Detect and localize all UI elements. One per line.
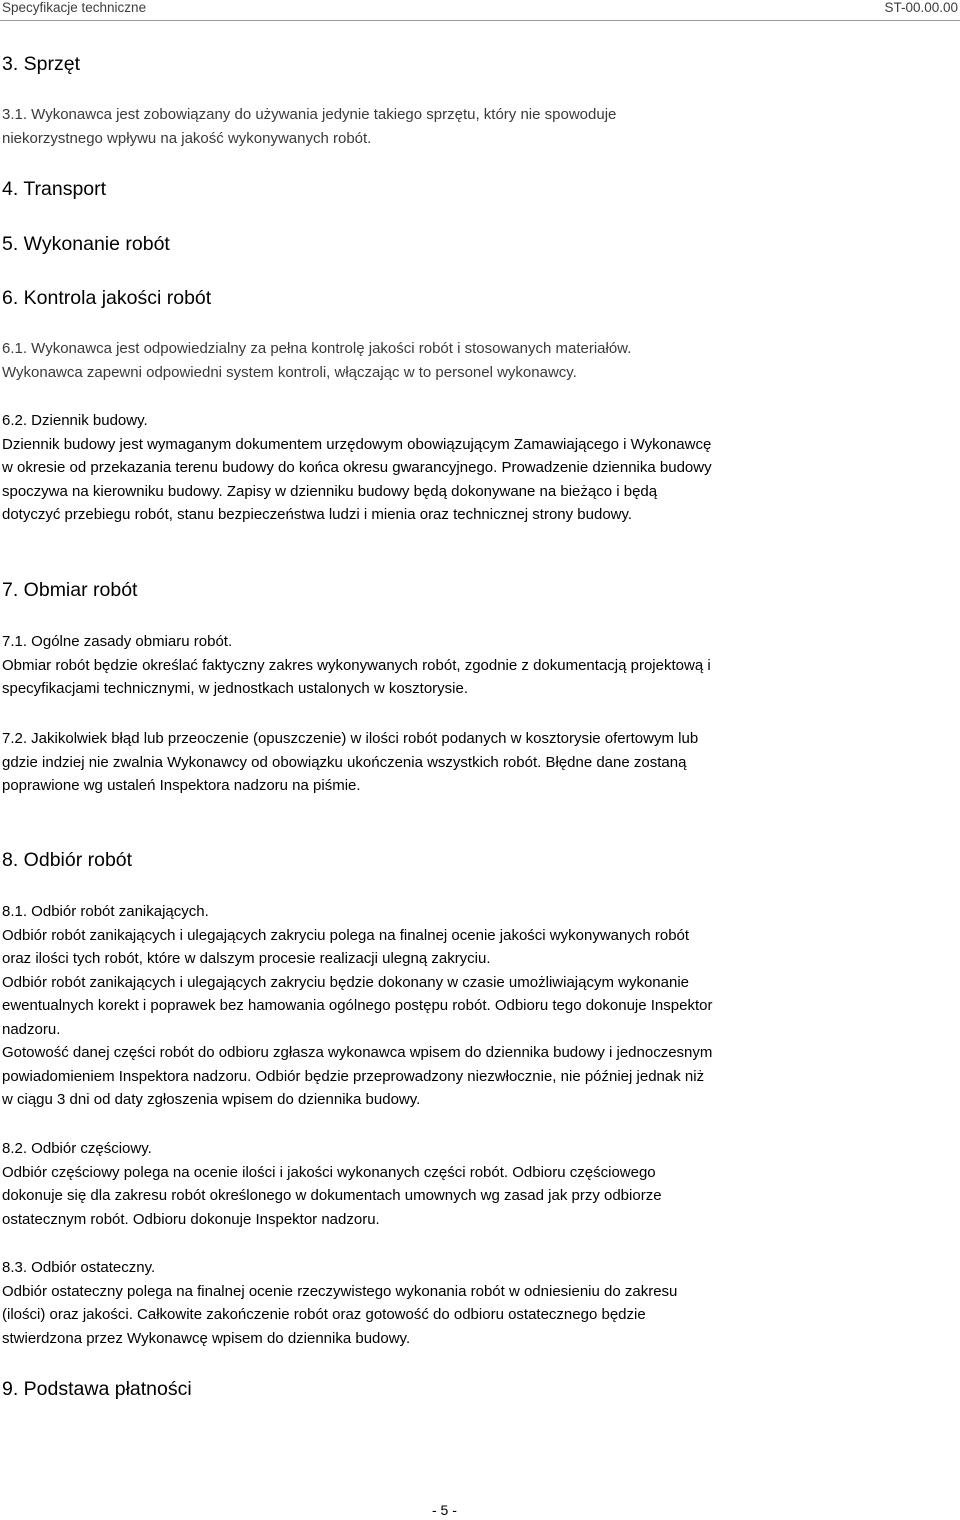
paragraph-7-2 — [2, 727, 698, 798]
paragraph-line: 8.1. Odbiór robót zanikających. — [2, 903, 209, 920]
paragraph-line: poprawione wg ustaleń Inspektora nadzoru na piśmie. — [2, 777, 361, 794]
paragraph-line: spoczywa na kierowniku budowy. Zapisy w dzienniku budowy będą dokonywane na bieżąco i będą — [2, 482, 658, 500]
section-heading-8: 8. Odbiór robót — [2, 849, 133, 871]
section-heading-6: 6. Kontrola jakości robót — [2, 287, 212, 309]
paragraph-line: stwierdzona przez Wykonawcę wpisem do dziennika budowy. — [2, 1329, 411, 1347]
paragraph-line: Odbiór robót zanikających i ulegających zakryciu polega na finalnej ocenie jakości wykonywanych robót — [2, 926, 690, 944]
paragraph-line: specyfikacjami technicznymi, w jednostkach ustalonych w kosztorysie. — [2, 680, 469, 697]
paragraph-6-1 — [2, 337, 631, 384]
paragraph-7-1 — [2, 630, 711, 701]
paragraph-line: dokonuje się dla zakresu robót określonego w dokumentach umownych wg zasad jak przy odbiorze — [2, 1187, 662, 1204]
section-heading-3: 3. Sprzęt — [2, 53, 81, 75]
section-heading-7: 7. Obmiar robót — [2, 579, 138, 601]
paragraph-line: Dziennik budowy jest wymaganym dokumentem urzędowym obowiązującym Zamawiającego i Wykonawcę — [2, 435, 712, 453]
section-heading-4: 4. Transport — [2, 178, 107, 200]
document-header-code: ST-00.00.00 — [884, 0, 958, 15]
paragraph-line: w ciągu 3 dni od daty zgłoszenia wpisem do dziennika budowy. — [2, 1091, 421, 1108]
paragraph-line: 7.2. Jakikolwiek błąd lub przeoczenie (opuszczenie) w ilości robót podanych w kosztorysie ofertowym lub — [2, 730, 699, 747]
paragraph-line: 6.1. Wykonawca jest odpowiedzialny za pełna kontrolę jakości robót i stosowanych materiałów. — [2, 340, 632, 357]
header-divider — [0, 20, 960, 21]
paragraph-line: Odbiór częściowy polega na ocenie ilości i jakości wykonanych części robót. Odbioru częściowego — [2, 1163, 656, 1181]
paragraph-8-3 — [2, 1256, 677, 1350]
section-heading-9: 9. Podstawa płatności — [2, 1378, 192, 1400]
section-heading-5: 5. Wykonanie robót — [2, 233, 170, 255]
paragraph-line: (ilości) oraz jakości. Całkowite zakończenie robót oraz gotowość do odbioru ostatecznego będzie — [2, 1306, 646, 1323]
paragraph-line: w okresie od przekazania terenu budowy do końca okresu gwarancyjnego. Prowadzenie dziennika budowy — [2, 459, 712, 476]
paragraph-line: 6.2. Dziennik budowy. — [2, 412, 148, 429]
paragraph-line: Obmiar robót będzie określać faktyczny zakres wykonywanych robót, zgodnie z dokumentacją projektową i — [2, 656, 711, 674]
paragraph-line: ewentualnych korekt i poprawek bez hamowania ogólnego postępu robót. Odbioru tego dokonuje Inspektor — [2, 997, 713, 1014]
paragraph-line: 8.3. Odbiór ostateczny. — [2, 1259, 156, 1276]
paragraph-6-2 — [2, 409, 712, 527]
paragraph-line: 3.1. Wykonawca jest zobowiązany do używania jedynie takiego sprzętu, który nie spowoduje — [2, 106, 617, 123]
paragraph-line: Gotowość danej części robót do odbioru zgłasza wykonawca wpisem do dziennika budowy i jednoczesnym — [2, 1044, 713, 1061]
paragraph-line: niekorzystnego wpływu na jakość wykonywanych robót. — [2, 129, 372, 147]
paragraph-line: nadzoru. — [2, 1020, 61, 1038]
paragraph-8-2 — [2, 1137, 662, 1231]
paragraph-line: ostatecznym robót. Odbioru dokonuje Inspektor nadzoru. — [2, 1210, 380, 1228]
paragraph-line: oraz ilości tych robót, które w dalszym procesie realizacji ulegną zakryciu. — [2, 950, 491, 967]
paragraph-line: gdzie indziej nie zwalnia Wykonawcy od obowiązku ukończenia wszystkich robót. Błędne dane zostaną — [2, 753, 687, 771]
paragraph-line: dotyczyć przebiegu robót, stanu bezpieczeństwa ludzi i mienia oraz technicznej strony budowy. — [2, 506, 633, 523]
paragraph-line: Odbiór robót zanikających i ulegających zakryciu będzie dokonany w czasie umożliwiającym wykonanie — [2, 973, 689, 991]
page-number: - 5 - — [432, 1502, 457, 1518]
paragraph-line: 8.2. Odbiór częściowy. — [2, 1140, 152, 1157]
paragraph-3-1 — [2, 103, 616, 150]
document-header-title: Specyfikacje techniczne — [2, 0, 147, 15]
paragraph-line: powiadomieniem Inspektora nadzoru. Odbiór będzie przeprowadzony niezwłocznie, nie później jednak niż — [2, 1067, 705, 1085]
paragraph-line: 7.1. Ogólne zasady obmiaru robót. — [2, 633, 233, 650]
paragraph-line: Odbiór ostateczny polega na finalnej ocenie rzeczywistego wykonania robót w odniesieniu do zakresu — [2, 1282, 678, 1300]
paragraph-8-1 — [2, 900, 712, 1112]
paragraph-line: Wykonawca zapewni odpowiedni system kontroli, włączając w to personel wykonawcy. — [2, 363, 577, 381]
